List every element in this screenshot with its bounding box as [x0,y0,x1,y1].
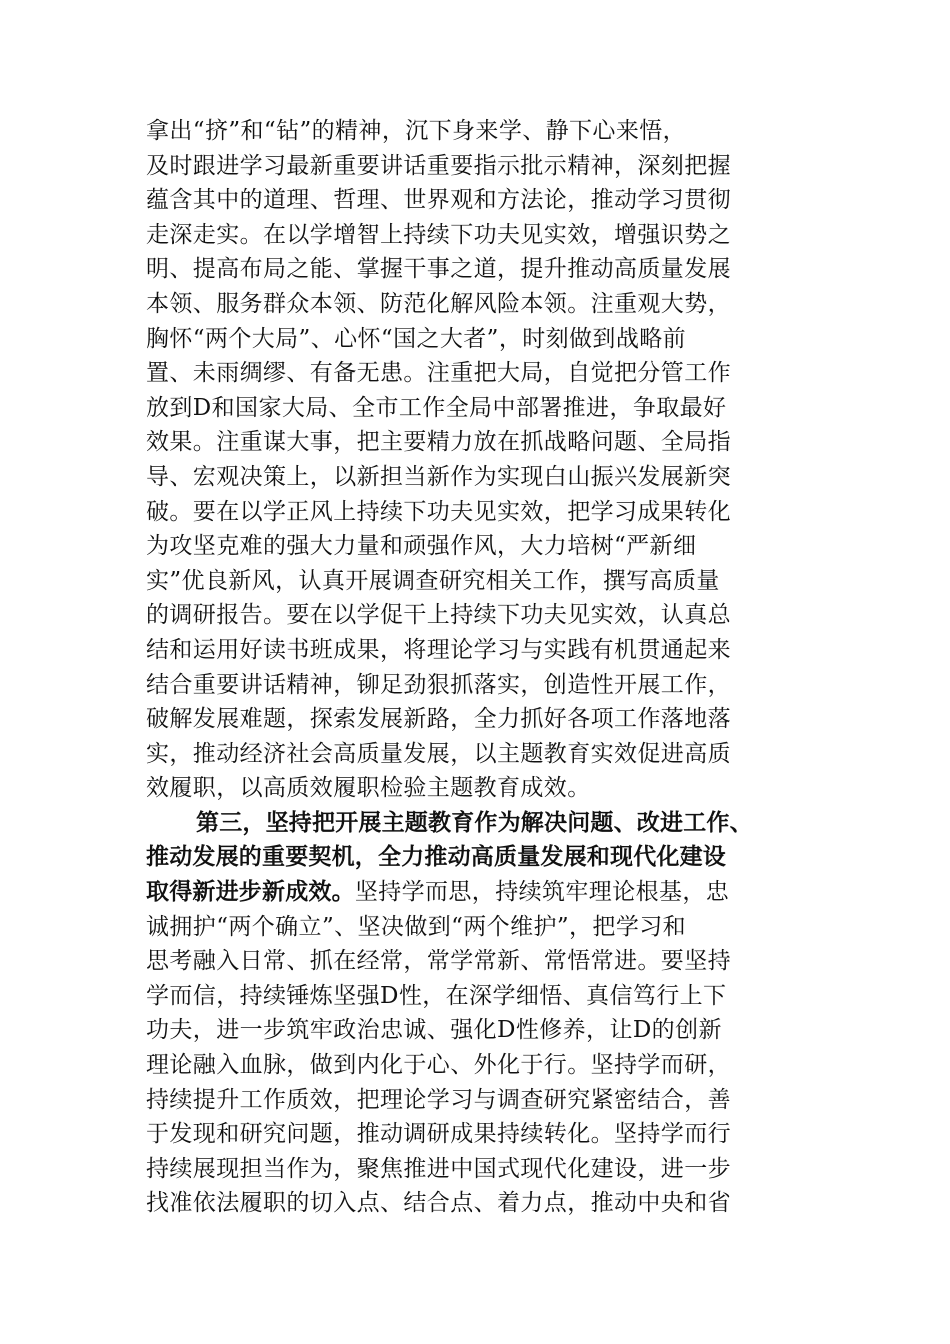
text-line: 破。要在以学正风上持续下功夫见实效，把学习成果转化 [146,498,731,525]
text-line: 于发现和研究问题，推动调研成果持续转化。坚持学而行 [146,1121,731,1148]
text-line: 明、提高布局之能、掌握干事之道，提升推动高质量发展 [146,256,731,283]
text-line: 及时跟进学习最新重要讲话重要指示批示精神，深刻把握 [146,152,731,179]
text-fragment: 坚持学而思，持续筑牢理论根基，忠 [354,879,730,906]
text-line: 的调研报告。要在以学促干上持续下功夫见实效，认真总 [146,602,731,629]
text-line: 导、宏观决策上，以新担当新作为实现白山振兴发展新突 [146,463,731,490]
text-line: 破解发展难题，探索发展新路，全力抓好各项工作落地落 [146,706,731,733]
paragraph-1 [146,114,806,806]
heading-line: 推动发展的重要契机，全力推动高质量发展和现代化建设 [146,844,726,871]
text-line: 理论融入血脉，做到内化于心、外化于行。坚持学而研， [146,1052,731,1079]
text-line: 置、未雨绸缪、有备无患。注重把大局，自觉把分管工作 [146,360,731,387]
heading-line: 第三，坚持把开展主题教育作为解决问题、改进工作、 [196,809,753,836]
text-line: 效果。注重谋大事，把主要精力放在抓战略问题、全局指 [146,429,731,456]
paragraph-2 [146,806,806,1221]
text-line: 持续提升工作质效，把理论学习与调查研究紧密结合，善 [146,1086,731,1113]
text-line: 持续展现担当作为，聚焦推进中国式现代化建设，进一步 [146,1155,731,1182]
body-text [146,114,806,1221]
text-line: 思考融入日常、抓在经常，常学常新、常悟常进。要坚持 [146,948,731,975]
text-line: 结合重要讲话精神，铆足劲狠抓落实，创造性开展工作， [146,671,731,698]
text-line: 走深走实。在以学增智上持续下功夫见实效，增强识势之 [146,221,731,248]
text-line: 放到D和国家大局、全市工作全局中部署推进，争取最好 [146,394,727,421]
text-line: 实，推动经济社会高质量发展，以主题教育实效促进高质 [146,740,731,767]
text-line: 本领、服务群众本领、防范化解风险本领。注重观大势， [146,290,731,317]
text-line: 学而信，持续锤炼坚强D性，在深学细悟、真信笃行上下 [146,982,727,1009]
text-line: 蕴含其中的道理、哲理、世界观和方法论，推动学习贯彻 [146,187,731,214]
text-line: 功夫，进一步筑牢政治忠诚、强化D性修养，让D的创新 [146,1017,722,1044]
text-line: 找准依法履职的切入点、结合点、着力点，推动中央和省 [146,1190,731,1217]
text-line: 拿出“挤”和“钻”的精神，沉下身来学、静下心来悟， [146,118,687,144]
text-line: 效履职，以高质效履职检验主题教育成效。 [146,775,591,802]
heading-fragment: 取得新进步新成效。 [146,879,355,906]
text-line: 实”优良新风，认真开展调查研究相关工作，撰写高质量 [146,567,720,594]
text-line: 结和运用好读书班成果，将理论学习与实践有机贯通起来 [146,636,731,663]
text-line: 为攻坚克难的强大力量和顽强作风，大力培树“严新细 [146,533,697,560]
text-line: 诚拥护“两个确立”、坚决做到“两个维护”，把学习和 [146,913,687,940]
text-line: 胸怀“两个大局”、心怀“国之大者”，时刻做到战略前 [146,325,687,352]
mixed-line [146,875,806,910]
